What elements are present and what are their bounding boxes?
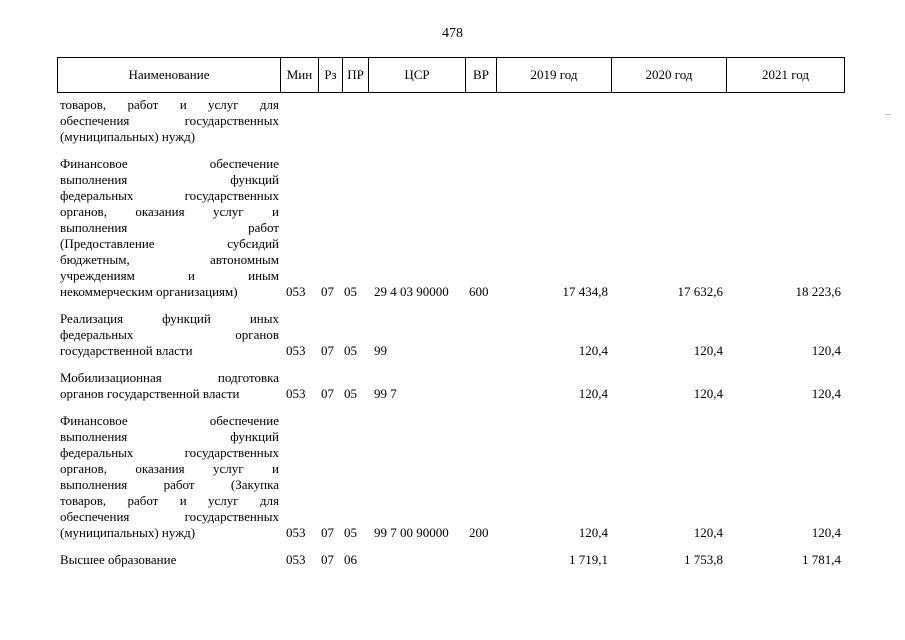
row-name (57, 413, 279, 541)
header-min: Мин (280, 58, 318, 92)
row-name-line: Реализация функций иных (60, 311, 279, 326)
cell-y2019: 120,4 (578, 386, 608, 401)
row-name (57, 370, 279, 402)
cell-y2020: 120,4 (693, 525, 723, 540)
row-name (57, 311, 279, 359)
cell-vr: 200 (469, 525, 489, 540)
header-rz: Рз (318, 58, 342, 92)
row-name-line: обеспечения государственных (60, 509, 279, 524)
cell-y2019: 17 434,8 (562, 284, 608, 299)
cell-csr: 99 7 (374, 386, 397, 401)
row-name-line: федеральных органов (60, 327, 279, 342)
cell-y2020: 120,4 (693, 386, 723, 401)
margin-mark (885, 114, 891, 115)
header-2019: 2019 год (496, 58, 611, 92)
cell-y2019: 120,4 (578, 525, 608, 540)
row-name-line: Финансовое обеспечение (60, 156, 279, 171)
cell-vr: 600 (469, 284, 489, 299)
cell-y2019: 120,4 (578, 343, 608, 358)
cell-pr: 05 (344, 525, 357, 540)
row-name-line: органов, оказания услуг и (60, 204, 279, 219)
row-name-line: государственной власти (60, 343, 193, 358)
row-name-line: органов государственной власти (60, 386, 240, 401)
table-body (57, 97, 843, 579)
cell-rz: 07 (321, 284, 334, 299)
page-number: 478 (442, 26, 463, 41)
row-name (57, 552, 279, 568)
cell-y2021: 120,4 (811, 386, 841, 401)
cell-pr: 05 (344, 284, 357, 299)
cell-y2020: 17 632,6 (677, 284, 723, 299)
row-name-line: (муниципальных) нужд) (60, 525, 196, 540)
row-name (57, 97, 279, 145)
cell-min: 053 (286, 525, 306, 540)
row-name-line: выполнения работ (Закупка (60, 477, 279, 492)
row-name-line: бюджетным, автономным (60, 252, 279, 267)
row-name-line: выполнения функций (60, 429, 279, 444)
table-row (57, 311, 843, 359)
cell-rz: 07 (321, 386, 334, 401)
row-name-line: товаров, работ и услуг для (60, 97, 279, 112)
row-name-line: выполнения функций (60, 172, 279, 187)
cell-csr: 29 4 03 90000 (374, 284, 449, 299)
cell-rz: 07 (321, 552, 334, 567)
row-name-line: (Предоставление субсидий (60, 236, 279, 251)
header-csr: ЦСР (368, 58, 465, 92)
header-2021: 2021 год (726, 58, 844, 92)
cell-y2021: 1 781,4 (802, 552, 841, 567)
cell-rz: 07 (321, 525, 334, 540)
row-name-line: органов, оказания услуг и (60, 461, 279, 476)
cell-min: 053 (286, 343, 306, 358)
cell-min: 053 (286, 552, 306, 567)
header-pr: ПР (342, 58, 368, 92)
row-name-line: Высшее образование (60, 552, 177, 567)
cell-y2019: 1 719,1 (569, 552, 608, 567)
cell-pr: 05 (344, 343, 357, 358)
row-name-line: некоммерческим организациям) (60, 284, 238, 299)
cell-y2020: 120,4 (693, 343, 723, 358)
table-row (57, 97, 843, 145)
table-row (57, 552, 843, 568)
cell-y2021: 120,4 (811, 343, 841, 358)
row-name (57, 156, 279, 300)
header-name: Наименование (128, 67, 210, 82)
cell-rz: 07 (321, 343, 334, 358)
table-header (57, 57, 845, 93)
cell-csr: 99 7 00 90000 (374, 525, 449, 540)
header-2020: 2020 год (611, 58, 726, 92)
row-name-line: федеральных государственных (60, 445, 279, 460)
row-name-line: Финансовое обеспечение (60, 413, 279, 428)
table-row (57, 370, 843, 402)
cell-min: 053 (286, 386, 306, 401)
cell-csr: 99 (374, 343, 387, 358)
table-row (57, 413, 843, 541)
cell-y2021: 18 223,6 (795, 284, 841, 299)
cell-y2020: 1 753,8 (684, 552, 723, 567)
row-name-line: учреждениям и иным (60, 268, 279, 283)
header-vr: ВР (465, 58, 496, 92)
table-row (57, 156, 843, 300)
row-name-line: товаров, работ и услуг для (60, 493, 279, 508)
cell-pr: 05 (344, 386, 357, 401)
cell-y2021: 120,4 (811, 525, 841, 540)
row-name-line: федеральных государственных (60, 188, 279, 203)
row-name-line: выполнения работ (60, 220, 279, 235)
cell-min: 053 (286, 284, 306, 299)
row-name-line: Мобилизационная подготовка (60, 370, 279, 385)
row-name-line: обеспечения государственных (60, 113, 279, 128)
row-name-line: (муниципальных) нужд) (60, 129, 196, 144)
cell-pr: 06 (344, 552, 357, 567)
